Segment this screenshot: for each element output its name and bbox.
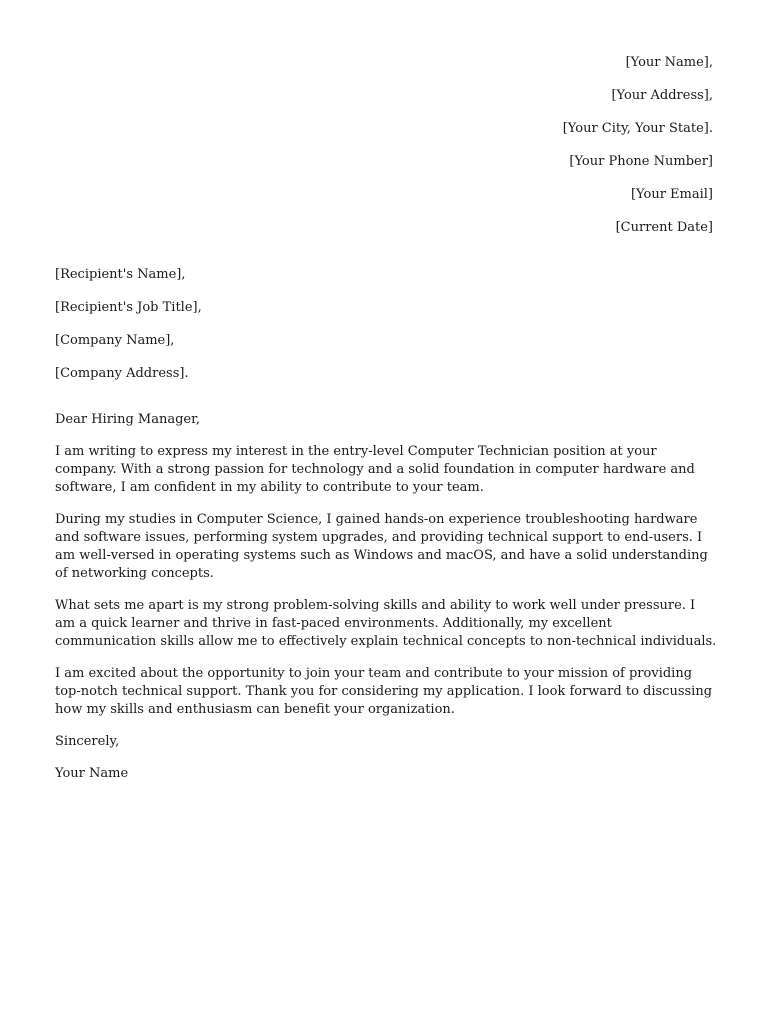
letter-date: [Current Date] [615,220,713,235]
body-paragraph: What sets me apart is my strong problem-solving skills and ability to work well under pressure. I am a quick learner and thrive in fast-paced environments. Additionally, my excellent communication skills allow me to effectively explain technical concepts to non-technical individuals. [55,598,717,649]
sender-city-state: [Your City, Your State]. [562,121,713,136]
letter-body [55,411,717,783]
signature: Your Name [55,766,129,781]
recipient-company-name: [Company Name], [55,333,175,348]
recipient-company-address: [Company Address]. [55,366,189,381]
recipient-job-title: [Recipient's Job Title], [55,300,202,315]
body-paragraph: I am excited about the opportunity to join your team and contribute to your mission of providing top-notch technical support. Thank you for considering my application. I look forward to discussing how my skills and enthusiasm can benefit your organization. [55,666,713,717]
recipient-name: [Recipient's Name], [55,267,186,282]
sender-phone: [Your Phone Number] [569,154,713,169]
sender-info [563,54,713,252]
recipient-info [55,266,202,398]
sender-email: [Your Email] [630,187,713,202]
salutation: Dear Hiring Manager, [55,412,201,427]
sender-address: [Your Address], [611,88,713,103]
closing: Sincerely, [55,734,120,749]
sender-name: [Your Name], [625,55,713,70]
body-paragraph: I am writing to express my interest in the entry-level Computer Technician position at your company. With a strong passion for technology and a solid foundation in computer hardware and software, I am confident in my ability to contribute to your team. [55,444,695,495]
body-paragraph: During my studies in Computer Science, I gained hands-on experience troubleshooting hardware and software issues, performing system upgrades, and providing technical support to end-users. I am well-versed in operating systems such as Windows and macOS, and have a solid understanding of networking concepts. [55,512,708,581]
